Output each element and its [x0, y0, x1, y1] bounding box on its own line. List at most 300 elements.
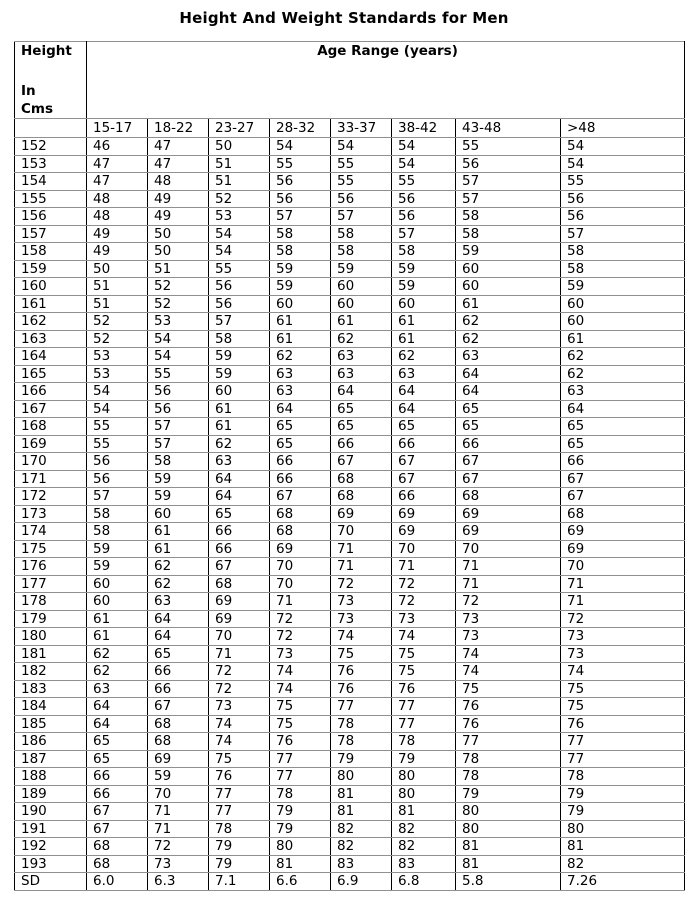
weight-cell: 82 — [392, 820, 456, 838]
weight-cell: 77 — [270, 750, 331, 768]
weight-cell: 76 — [270, 733, 331, 751]
table-row — [15, 628, 685, 646]
weight-cell: 68 — [148, 715, 209, 733]
weight-cell: 51 — [87, 278, 148, 296]
weight-cell: 60 — [456, 278, 561, 296]
weight-cell: 53 — [87, 365, 148, 383]
weight-cell: 69 — [270, 540, 331, 558]
weight-cell: 55 — [456, 138, 561, 156]
age-column-header: 18-22 — [148, 119, 209, 138]
weight-cell: 74 — [209, 733, 270, 751]
weight-cell: 54 — [209, 243, 270, 261]
weight-cell: 54 — [87, 400, 148, 418]
weight-cell: 47 — [87, 173, 148, 191]
weight-cell: 73 — [148, 855, 209, 873]
weight-cell: 60 — [392, 295, 456, 313]
weight-cell: 71 — [456, 575, 561, 593]
weight-cell: 64 — [87, 715, 148, 733]
weight-cell: 56 — [561, 208, 685, 226]
weight-cell: 67 — [392, 470, 456, 488]
weight-cell: 53 — [148, 313, 209, 331]
weight-cell: 63 — [209, 453, 270, 471]
weight-cell: 48 — [148, 173, 209, 191]
weight-cell: 66 — [87, 785, 148, 803]
weight-cell: 56 — [392, 190, 456, 208]
weight-cell: 65 — [270, 435, 331, 453]
weight-cell: 74 — [392, 628, 456, 646]
height-cell: 185 — [15, 715, 87, 733]
weight-cell: 52 — [209, 190, 270, 208]
table-row — [15, 715, 685, 733]
weight-cell: 72 — [270, 628, 331, 646]
age-column-header: 43-48 — [456, 119, 561, 138]
weight-cell: 75 — [270, 698, 331, 716]
table-row — [15, 470, 685, 488]
weight-cell: 64 — [209, 488, 270, 506]
weight-cell: 69 — [456, 523, 561, 541]
weight-cell: 69 — [148, 750, 209, 768]
weight-cell: 6.6 — [270, 873, 331, 891]
weight-cell: 59 — [148, 488, 209, 506]
weight-cell: 75 — [331, 645, 392, 663]
weight-cell: 71 — [270, 593, 331, 611]
table-row — [15, 348, 685, 366]
weight-cell: 66 — [148, 680, 209, 698]
weight-cell: 48 — [87, 190, 148, 208]
weight-cell: 67 — [87, 803, 148, 821]
weight-cell: 58 — [331, 225, 392, 243]
weight-cell: 64 — [331, 383, 392, 401]
weight-cell: 61 — [561, 330, 685, 348]
table-row — [15, 733, 685, 751]
weight-cell: 59 — [270, 260, 331, 278]
weight-cell: 70 — [392, 540, 456, 558]
height-cell: 164 — [15, 348, 87, 366]
weight-cell: 71 — [561, 593, 685, 611]
weight-cell: 62 — [456, 330, 561, 348]
weight-cell: 52 — [87, 330, 148, 348]
weight-cell: 74 — [561, 663, 685, 681]
weight-cell: 47 — [148, 155, 209, 173]
weight-cell: 54 — [561, 155, 685, 173]
weight-cell: 71 — [331, 558, 392, 576]
height-cell: 160 — [15, 278, 87, 296]
weight-cell: 68 — [148, 733, 209, 751]
weight-cell: 72 — [392, 593, 456, 611]
weight-cell: 69 — [209, 593, 270, 611]
height-cell: 182 — [15, 663, 87, 681]
weight-cell: 55 — [87, 418, 148, 436]
table-row — [15, 575, 685, 593]
weight-cell: 6.9 — [331, 873, 392, 891]
height-cell: 159 — [15, 260, 87, 278]
weight-cell: 71 — [561, 575, 685, 593]
weight-cell: 59 — [209, 348, 270, 366]
weight-cell: 74 — [270, 663, 331, 681]
weight-cell: 61 — [209, 400, 270, 418]
age-columns-row — [15, 119, 685, 138]
weight-cell: 73 — [456, 610, 561, 628]
height-cell: 188 — [15, 768, 87, 786]
weight-cell: 57 — [209, 313, 270, 331]
weight-cell: 83 — [331, 855, 392, 873]
weight-cell: 60 — [270, 295, 331, 313]
weight-cell: 7.26 — [561, 873, 685, 891]
weight-cell: 54 — [392, 138, 456, 156]
weight-cell: 65 — [148, 645, 209, 663]
weight-cell: 64 — [392, 400, 456, 418]
height-header-line1: Height — [21, 43, 72, 59]
height-weight-table — [14, 41, 685, 891]
weight-cell: 67 — [87, 820, 148, 838]
age-column-header: 33-37 — [331, 119, 392, 138]
height-in-cms-header — [15, 42, 87, 119]
weight-cell: 59 — [148, 470, 209, 488]
weight-cell: 75 — [392, 663, 456, 681]
weight-cell: 71 — [331, 540, 392, 558]
table-row — [15, 768, 685, 786]
weight-cell: 59 — [87, 540, 148, 558]
weight-cell: 69 — [561, 523, 685, 541]
weight-cell: 61 — [331, 313, 392, 331]
weight-cell: 49 — [148, 208, 209, 226]
table-row — [15, 418, 685, 436]
weight-cell: 60 — [87, 593, 148, 611]
weight-cell: 66 — [270, 453, 331, 471]
weight-cell: 49 — [87, 225, 148, 243]
weight-cell: 63 — [87, 680, 148, 698]
weight-cell: 62 — [561, 348, 685, 366]
weight-cell: 48 — [87, 208, 148, 226]
blank-corner-cell — [15, 119, 87, 138]
weight-cell: 54 — [561, 138, 685, 156]
weight-cell: 79 — [209, 838, 270, 856]
weight-cell: 66 — [148, 663, 209, 681]
weight-cell: 54 — [270, 138, 331, 156]
height-cell: 191 — [15, 820, 87, 838]
height-cell: 152 — [15, 138, 87, 156]
weight-cell: 76 — [561, 715, 685, 733]
age-range-header: Age Range (years) — [87, 42, 685, 119]
weight-cell: 81 — [331, 803, 392, 821]
height-cell: 175 — [15, 540, 87, 558]
weight-cell: 68 — [331, 488, 392, 506]
weight-cell: 60 — [456, 260, 561, 278]
weight-cell: 62 — [331, 330, 392, 348]
weight-cell: 66 — [392, 488, 456, 506]
weight-cell: 75 — [561, 698, 685, 716]
weight-cell: 59 — [561, 278, 685, 296]
weight-cell: 49 — [148, 190, 209, 208]
table-row — [15, 593, 685, 611]
weight-cell: 53 — [209, 208, 270, 226]
weight-cell: 70 — [561, 558, 685, 576]
weight-cell: 73 — [392, 610, 456, 628]
age-column-header: 23-27 — [209, 119, 270, 138]
weight-cell: 74 — [456, 645, 561, 663]
weight-cell: 61 — [392, 330, 456, 348]
height-cell: 163 — [15, 330, 87, 348]
weight-cell: 68 — [270, 505, 331, 523]
weight-cell: 75 — [209, 750, 270, 768]
weight-cell: 66 — [456, 435, 561, 453]
weight-cell: 61 — [270, 330, 331, 348]
weight-cell: 58 — [561, 260, 685, 278]
weight-cell: 78 — [331, 733, 392, 751]
weight-cell: 56 — [209, 278, 270, 296]
weight-cell: 70 — [270, 575, 331, 593]
height-cell: 184 — [15, 698, 87, 716]
weight-cell: 54 — [148, 330, 209, 348]
weight-cell: 59 — [270, 278, 331, 296]
table-row — [15, 785, 685, 803]
height-cell: 162 — [15, 313, 87, 331]
weight-cell: 56 — [456, 155, 561, 173]
height-cell: 178 — [15, 593, 87, 611]
height-cell: 153 — [15, 155, 87, 173]
weight-cell: 52 — [87, 313, 148, 331]
weight-cell: 65 — [456, 400, 561, 418]
height-cell: 161 — [15, 295, 87, 313]
table-row — [15, 435, 685, 453]
weight-cell: 80 — [456, 820, 561, 838]
weight-cell: 64 — [148, 610, 209, 628]
weight-cell: 75 — [456, 680, 561, 698]
weight-cell: 63 — [270, 365, 331, 383]
weight-cell: 57 — [331, 208, 392, 226]
weight-cell: 76 — [331, 663, 392, 681]
weight-cell: 77 — [392, 698, 456, 716]
weight-cell: 76 — [456, 715, 561, 733]
weight-cell: 68 — [331, 470, 392, 488]
weight-cell: 60 — [331, 295, 392, 313]
weight-cell: 50 — [148, 243, 209, 261]
weight-cell: 56 — [392, 208, 456, 226]
weight-cell: 6.3 — [148, 873, 209, 891]
weight-cell: 59 — [392, 260, 456, 278]
height-header-line3: Cms — [21, 101, 54, 117]
weight-cell: 7.1 — [209, 873, 270, 891]
table-row — [15, 610, 685, 628]
weight-cell: 70 — [209, 628, 270, 646]
weight-cell: 72 — [209, 663, 270, 681]
weight-cell: 59 — [209, 365, 270, 383]
weight-cell: 78 — [270, 785, 331, 803]
weight-cell: 66 — [87, 768, 148, 786]
height-cell: 186 — [15, 733, 87, 751]
height-cell: 154 — [15, 173, 87, 191]
weight-cell: 56 — [331, 190, 392, 208]
weight-cell: 68 — [270, 523, 331, 541]
weight-cell: 58 — [331, 243, 392, 261]
weight-cell: 59 — [456, 243, 561, 261]
weight-cell: 54 — [392, 155, 456, 173]
table-row — [15, 505, 685, 523]
weight-cell: 65 — [456, 418, 561, 436]
weight-cell: 56 — [148, 383, 209, 401]
weight-cell: 49 — [87, 243, 148, 261]
weight-cell: 73 — [561, 645, 685, 663]
weight-cell: 72 — [561, 610, 685, 628]
weight-cell: 62 — [148, 575, 209, 593]
weight-cell: 57 — [456, 190, 561, 208]
weight-cell: 69 — [209, 610, 270, 628]
weight-cell: 70 — [456, 540, 561, 558]
weight-cell: 57 — [456, 173, 561, 191]
weight-cell: 51 — [209, 155, 270, 173]
weight-cell: 78 — [456, 750, 561, 768]
weight-cell: 72 — [209, 680, 270, 698]
weight-cell: 72 — [270, 610, 331, 628]
weight-cell: 79 — [456, 785, 561, 803]
weight-cell: 47 — [87, 155, 148, 173]
weight-cell: 67 — [561, 470, 685, 488]
height-cell: 169 — [15, 435, 87, 453]
weight-cell: 77 — [392, 715, 456, 733]
weight-cell: 78 — [209, 820, 270, 838]
weight-cell: 71 — [392, 558, 456, 576]
weight-cell: 61 — [148, 523, 209, 541]
weight-cell: 65 — [331, 418, 392, 436]
header-spacer — [21, 60, 84, 82]
weight-cell: 60 — [561, 313, 685, 331]
table-row — [15, 540, 685, 558]
table-row — [15, 208, 685, 226]
weight-cell: 66 — [392, 435, 456, 453]
weight-cell: 79 — [270, 820, 331, 838]
weight-cell: 80 — [456, 803, 561, 821]
weight-cell: 64 — [456, 365, 561, 383]
weight-cell: 64 — [87, 698, 148, 716]
weight-cell: 73 — [331, 610, 392, 628]
table-row — [15, 820, 685, 838]
weight-cell: 6.8 — [392, 873, 456, 891]
sd-row — [15, 873, 685, 891]
weight-cell: 68 — [561, 505, 685, 523]
weight-cell: 75 — [392, 645, 456, 663]
weight-cell: 80 — [270, 838, 331, 856]
weight-cell: 82 — [392, 838, 456, 856]
table-row — [15, 663, 685, 681]
weight-cell: 61 — [148, 540, 209, 558]
weight-cell: 57 — [561, 225, 685, 243]
weight-cell: 60 — [561, 295, 685, 313]
weight-cell: 55 — [331, 155, 392, 173]
weight-cell: 59 — [392, 278, 456, 296]
weight-cell: 75 — [270, 715, 331, 733]
weight-cell: 62 — [270, 348, 331, 366]
weight-cell: 63 — [561, 383, 685, 401]
weight-cell: 55 — [392, 173, 456, 191]
weight-cell: 46 — [87, 138, 148, 156]
table-row — [15, 645, 685, 663]
weight-cell: 81 — [270, 855, 331, 873]
table-row — [15, 680, 685, 698]
weight-cell: 78 — [561, 768, 685, 786]
weight-cell: 57 — [87, 488, 148, 506]
age-column-header: >48 — [561, 119, 685, 138]
weight-cell: 79 — [209, 855, 270, 873]
weight-cell: 51 — [209, 173, 270, 191]
weight-cell: 80 — [331, 768, 392, 786]
weight-cell: 50 — [209, 138, 270, 156]
weight-cell: 56 — [87, 470, 148, 488]
weight-cell: 62 — [87, 663, 148, 681]
weight-cell: 63 — [270, 383, 331, 401]
weight-cell: 81 — [392, 803, 456, 821]
weight-cell: 68 — [87, 838, 148, 856]
weight-cell: 52 — [148, 278, 209, 296]
height-cell: 187 — [15, 750, 87, 768]
weight-cell: 80 — [392, 768, 456, 786]
table-row — [15, 155, 685, 173]
weight-cell: 75 — [561, 680, 685, 698]
weight-cell: 74 — [209, 715, 270, 733]
weight-cell: 69 — [561, 540, 685, 558]
weight-cell: 73 — [270, 645, 331, 663]
table-row — [15, 750, 685, 768]
weight-cell: 69 — [331, 505, 392, 523]
weight-cell: 79 — [270, 803, 331, 821]
height-cell: 179 — [15, 610, 87, 628]
table-row — [15, 523, 685, 541]
weight-cell: 58 — [270, 225, 331, 243]
weight-cell: 80 — [561, 820, 685, 838]
table-row — [15, 243, 685, 261]
weight-cell: 76 — [392, 680, 456, 698]
weight-cell: 68 — [209, 575, 270, 593]
weight-cell: 66 — [270, 470, 331, 488]
height-cell: 156 — [15, 208, 87, 226]
weight-cell: 50 — [148, 225, 209, 243]
weight-cell: 80 — [392, 785, 456, 803]
table-row — [15, 453, 685, 471]
weight-cell: 76 — [209, 768, 270, 786]
table-row — [15, 330, 685, 348]
weight-cell: 77 — [561, 750, 685, 768]
weight-cell: 58 — [209, 330, 270, 348]
weight-cell: 58 — [456, 208, 561, 226]
weight-cell: 79 — [392, 750, 456, 768]
weight-cell: 50 — [87, 260, 148, 278]
height-header-line2: In — [21, 83, 36, 99]
weight-cell: 60 — [148, 505, 209, 523]
weight-cell: 65 — [561, 418, 685, 436]
weight-cell: 62 — [87, 645, 148, 663]
weight-cell: 60 — [209, 383, 270, 401]
height-cell: 189 — [15, 785, 87, 803]
height-cell: 171 — [15, 470, 87, 488]
height-cell: 177 — [15, 575, 87, 593]
weight-cell: 61 — [87, 628, 148, 646]
weight-cell: 72 — [148, 838, 209, 856]
weight-cell: 67 — [456, 470, 561, 488]
weight-cell: 55 — [561, 173, 685, 191]
weight-cell: 64 — [209, 470, 270, 488]
weight-cell: 63 — [392, 365, 456, 383]
weight-cell: 56 — [209, 295, 270, 313]
weight-cell: 62 — [148, 558, 209, 576]
weight-cell: 77 — [331, 698, 392, 716]
weight-cell: 62 — [561, 365, 685, 383]
weight-cell: 73 — [331, 593, 392, 611]
weight-cell: 63 — [331, 365, 392, 383]
table-row — [15, 400, 685, 418]
weight-cell: 71 — [209, 645, 270, 663]
weight-cell: 58 — [270, 243, 331, 261]
weight-cell: 79 — [331, 750, 392, 768]
weight-cell: 70 — [148, 785, 209, 803]
